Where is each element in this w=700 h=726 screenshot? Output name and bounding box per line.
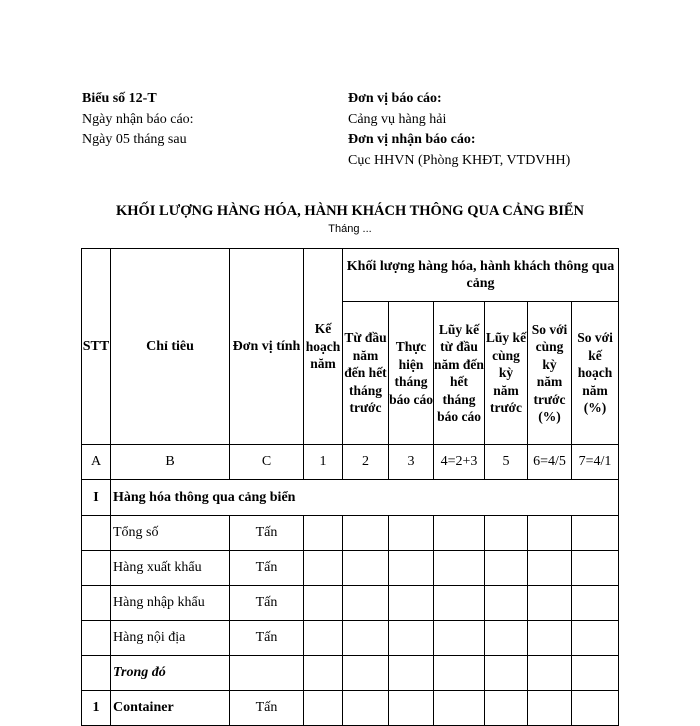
header-indicator: Chỉ tiêu: [111, 249, 230, 445]
in-which-label: Trong đó: [111, 656, 230, 691]
in-which-row: [82, 656, 619, 691]
code-cell: 1: [304, 445, 343, 480]
receiving-unit-label: Đơn vị nhận báo cáo:: [348, 132, 476, 147]
table-row: [82, 551, 619, 586]
header-sub-1: Từ đầu năm đến hết tháng trước: [343, 302, 389, 445]
code-cell: 3: [389, 445, 434, 480]
header-plan: Kế hoạch năm: [304, 249, 343, 445]
header-group: Khối lượng hàng hóa, hành khách thông qua cảng: [343, 249, 619, 302]
section-number: I: [82, 480, 111, 516]
row-unit: Tấn: [230, 621, 304, 656]
header-sub-6: So với kế hoạch năm (%): [572, 302, 619, 445]
row-label: Tổng số: [111, 516, 230, 551]
section-label: Hàng hóa thông qua cảng biển: [111, 480, 619, 516]
row-unit: Tấn: [230, 551, 304, 586]
row-unit: Tấn: [230, 586, 304, 621]
table-row: [82, 691, 619, 726]
row-label: Hàng nhập khẩu: [111, 586, 230, 621]
code-cell: B: [111, 445, 230, 480]
row-label: Container: [111, 691, 230, 726]
header-stt: STT: [82, 249, 111, 445]
row-label: Hàng nội địa: [111, 621, 230, 656]
reporting-unit-value: Cảng vụ hàng hải: [348, 111, 447, 127]
code-row: [82, 445, 619, 480]
code-cell: 6=4/5: [528, 445, 572, 480]
section-row: [82, 480, 619, 516]
report-month: Tháng ...: [328, 223, 372, 235]
row-unit: Tấn: [230, 691, 304, 726]
row-label: Hàng xuất khẩu: [111, 551, 230, 586]
reporting-unit-label: Đơn vị báo cáo:: [348, 91, 442, 106]
code-cell: C: [230, 445, 304, 480]
header-sub-3: Lũy kế từ đầu năm đến hết tháng báo cáo: [434, 302, 485, 445]
form-code: Biểu số 12-T: [82, 91, 157, 106]
header-right: [348, 89, 570, 171]
receiving-unit-value: Cục HHVN (Phòng KHĐT, VTDVHH): [348, 152, 571, 168]
code-cell: 5: [485, 445, 528, 480]
receive-date-value: Ngày 05 tháng sau: [82, 132, 187, 147]
header-sub-4: Lũy kế cùng kỳ năm trước: [485, 302, 528, 445]
code-cell: 4=2+3: [434, 445, 485, 480]
report-title: KHỐI LƯỢNG HÀNG HÓA, HÀNH KHÁCH THÔNG QUA CẢNG BIỂN: [115, 203, 585, 219]
receive-date-label: Ngày nhận báo cáo:: [82, 111, 194, 127]
header-left: [82, 89, 194, 151]
table-row: [82, 621, 619, 656]
table-row: [82, 586, 619, 621]
table-row: [82, 516, 619, 551]
row-number: 1: [82, 691, 111, 726]
row-unit: Tấn: [230, 516, 304, 551]
code-cell: 2: [343, 445, 389, 480]
header-sub-5: So với cùng kỳ năm trước (%): [528, 302, 572, 445]
code-cell: A: [82, 445, 111, 480]
header-sub-2: Thực hiện tháng báo cáo: [389, 302, 434, 445]
code-cell: 7=4/1: [572, 445, 619, 480]
header-unit: Đơn vị tính: [230, 249, 304, 445]
report-table: [81, 248, 619, 726]
